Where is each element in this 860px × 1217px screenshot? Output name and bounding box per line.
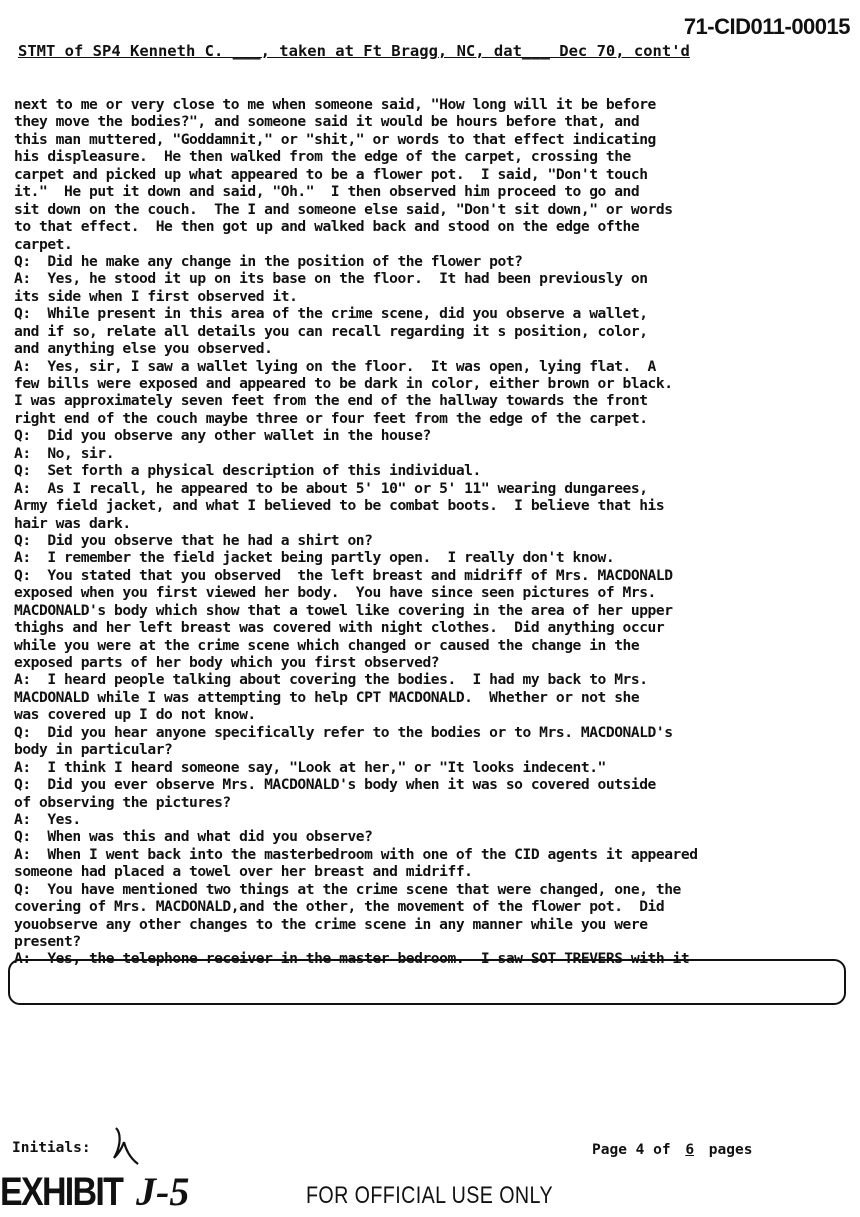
statement-line: MACDONALD's body which show that a towel like covering in the area of her upper — [14, 601, 673, 619]
statement-line: and anything else you observed. — [14, 340, 273, 358]
statement-line: A: I think I heard someone say, "Look at her," or "It looks indecent." — [14, 758, 606, 776]
statement-line: A: I heard people talking about covering the bodies. I had my back to Mrs. — [14, 671, 648, 689]
statement-line: exposed when you first viewed her body. You have since seen pictures of Mrs. — [14, 584, 656, 602]
statement-line: Q: Did he make any change in the position of the flower pot? — [14, 252, 523, 270]
highlight-box — [8, 959, 846, 1005]
statement-line: A: As I recall, he appeared to be about 5' 10" or 5' 11" wearing dungarees, — [14, 479, 648, 497]
statement-line: body in particular? — [14, 741, 173, 759]
initials-signature — [108, 1124, 148, 1174]
statement-line: sit down on the couch. The I and someone else said, "Don't sit down," or words — [14, 200, 673, 218]
exhibit-number: J-5 — [136, 1169, 190, 1214]
statement-line: A: Yes, sir, I saw a wallet lying on the floor. It was open, lying flat. A — [14, 357, 656, 375]
page-suffix: pages — [708, 1142, 753, 1158]
statement-line: covering of Mrs. MACDONALD,and the other, the movement of the flower pot. Did — [14, 898, 665, 916]
statement-line: A: Yes. — [14, 810, 81, 828]
statement-line: was covered up I do not know. — [14, 706, 256, 724]
statement-line: his displeasure. He then walked from the edge of the carpet, crossing the — [14, 148, 631, 166]
statement-line: of observing the pictures? — [14, 793, 231, 811]
statement-line: A: I remember the field jacket being partly open. I really don't know. — [14, 549, 615, 567]
statement-line: this man muttered, "Goddamnit," or "shit," or words to that effect indicating — [14, 130, 656, 148]
statement-line: Q: Did you hear anyone specifically refer to the bodies or to Mrs. MACDONALD's — [14, 723, 673, 741]
statement-line: present? — [14, 933, 81, 950]
initials-label: Initials: — [12, 1140, 91, 1156]
statement-line: A: No, sir. — [14, 444, 115, 462]
statement-line: while you were at the crime scene which changed or caused the change in the — [14, 636, 640, 654]
statement-line: they move the bodies?", and someone said it would be hours before that, and — [14, 113, 640, 131]
statement-line: its side when I first observed it. — [14, 287, 298, 305]
statement-line: youobserve any other changes to the crime scene in any manner while you were — [14, 915, 648, 933]
statement-line: thighs and her left breast was covered with night clothes. Did anything occur — [14, 619, 665, 637]
statement-line: Q: Set forth a physical description of this individual. — [14, 462, 481, 480]
statement-line: Army field jacket, and what I believed to be combat boots. I believe that his — [14, 497, 665, 515]
statement-body — [14, 96, 850, 968]
page-prefix: Page 4 of — [592, 1142, 671, 1158]
statement-line: A: Yes, he stood it up on its base on the floor. It had been previously on — [14, 270, 648, 288]
statement-line: Q: When was this and what did you observe? — [14, 828, 373, 846]
statement-line: few bills were exposed and appeared to be dark in color, either brown or black. — [14, 375, 673, 392]
statement-line: Q: While present in this area of the crime scene, did you observe a wallet, — [14, 305, 648, 323]
statement-line: and if so, relate all details you can recall regarding it s position, color, — [14, 322, 648, 340]
exhibit-stamp: EXHIBIT — [0, 1170, 123, 1214]
page-count — [592, 1142, 752, 1158]
statement-line: exposed parts of her body which you first observed? — [14, 654, 440, 671]
statement-line: carpet. — [14, 235, 73, 253]
statement-line: Q: Did you observe any other wallet in the house? — [14, 427, 431, 445]
statement-line: Q: You have mentioned two things at the crime scene that were changed, one, the — [14, 880, 681, 898]
statement-line: it." He put it down and said, "Oh." I then observed him proceed to go and — [14, 183, 640, 201]
statement-line: A: When I went back into the masterbedroom with one of the CID agents it appeared — [14, 845, 698, 863]
statement-line: next to me or very close to me when someone said, "How long will it be before — [14, 96, 656, 113]
statement-line: I was approximately seven feet from the end of the hallway towards the front — [14, 392, 648, 410]
statement-line: someone had placed a towel over her breast and midriff. — [14, 863, 473, 881]
statement-line: hair was dark. — [14, 514, 131, 532]
statement-header: STMT of SP4 Kenneth C. ___, taken at Ft Bragg, NC, dat___ Dec 70, cont'd — [18, 42, 690, 60]
page-total: 6 — [685, 1142, 695, 1158]
statement-line: right end of the couch maybe three or four feet from the edge of the carpet. — [14, 409, 648, 427]
classification-marking: FOR OFFICIAL USE ONLY — [306, 1182, 553, 1209]
statement-line: MACDONALD while I was attempting to help CPT MACDONALD. Whether or not she — [14, 688, 640, 706]
statement-line: Q: You stated that you observed the left breast and midriff of Mrs. MACDONALD — [14, 566, 673, 584]
document-id: 71-CID011-00015 — [683, 14, 850, 39]
statement-line: carpet and picked up what appeared to be a flower pot. I said, "Don't touch — [14, 165, 648, 183]
statement-line: Q: Did you ever observe Mrs. MACDONALD's body when it was so covered outside — [14, 776, 656, 794]
statement-line: to that effect. He then got up and walked back and stood on the edge ofthe — [14, 218, 640, 236]
statement-line: Q: Did you observe that he had a shirt on? — [14, 531, 373, 549]
statement-line: A: Yes, the telephone receiver in the master bedroom. I saw SOT TREVERS with it — [14, 950, 690, 968]
